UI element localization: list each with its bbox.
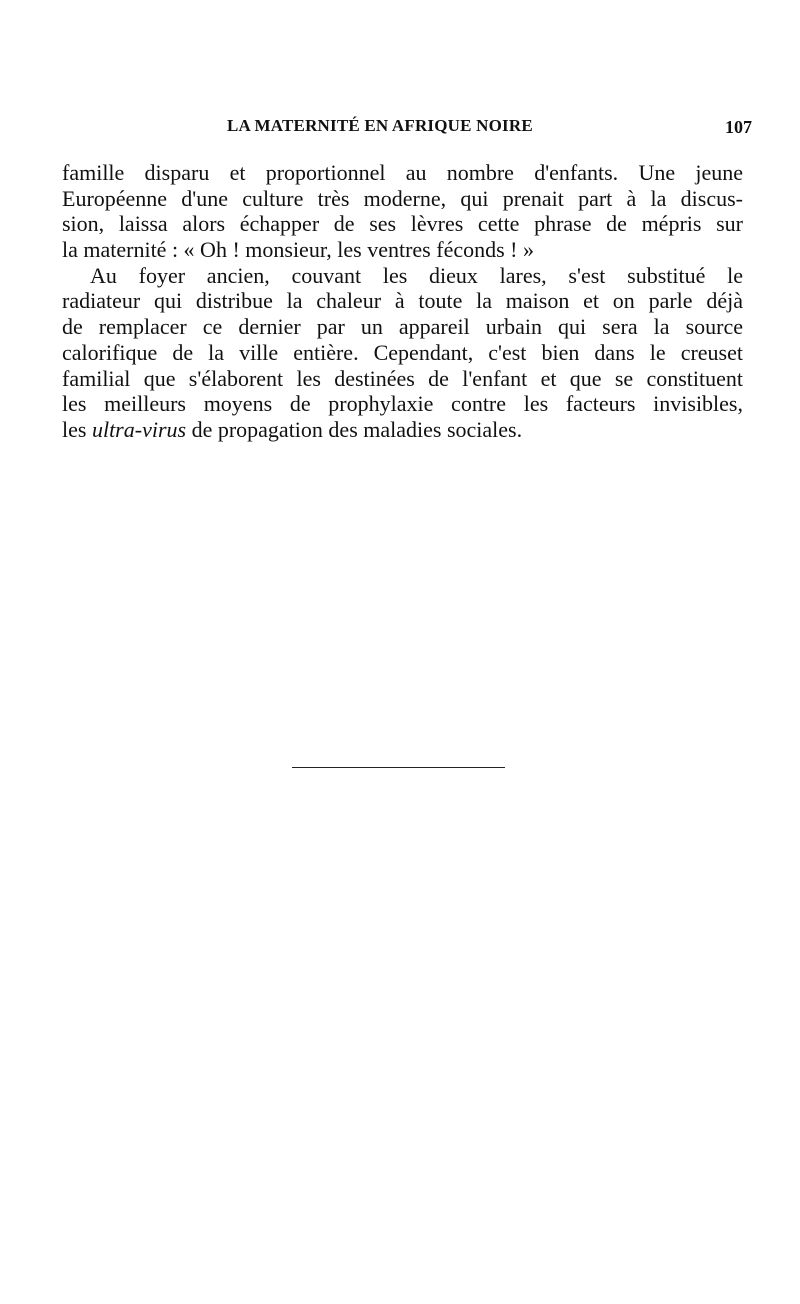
text-line: familial que s'élaborent les destinées de l'enfant et que se constituent xyxy=(62,365,743,391)
section-end-rule xyxy=(292,767,505,768)
text-line: sion, laissa alors échapper de ses lèvres cette phrase de mépris sur xyxy=(62,211,743,237)
running-title: LA MATERNITÉ EN AFRIQUE NOIRE xyxy=(227,116,533,135)
text-fragment: les xyxy=(62,416,92,442)
text-line-final xyxy=(62,417,743,443)
italic-term: ultra-virus xyxy=(91,416,187,442)
page-number: 107 xyxy=(725,117,752,137)
text-line: Européenne d'une culture très moderne, qui prenait part à la discus- xyxy=(62,185,743,211)
body-text xyxy=(62,160,743,443)
text-line: calorifique de la ville entière. Cependant, c'est bien dans le creuset xyxy=(62,339,743,365)
text-line: famille disparu et proportionnel au nombre d'enfants. Une jeune xyxy=(62,160,743,185)
text-line: radiateur qui distribue la chaleur à toute la maison et on parle déjà xyxy=(62,288,743,314)
text-line: Au foyer ancien, couvant les dieux lares, s'est substitué le xyxy=(90,262,743,288)
text-line: les meilleurs moyens de prophylaxie contre les facteurs invisibles, xyxy=(62,391,743,417)
text-line: de remplacer ce dernier par un appareil urbain qui sera la source xyxy=(62,314,743,340)
running-header xyxy=(62,116,752,142)
text-line: la maternité : « Oh ! monsieur, les ventres féconds ! » xyxy=(62,237,534,263)
text-fragment: de propagation des maladies sociales. xyxy=(186,416,523,442)
